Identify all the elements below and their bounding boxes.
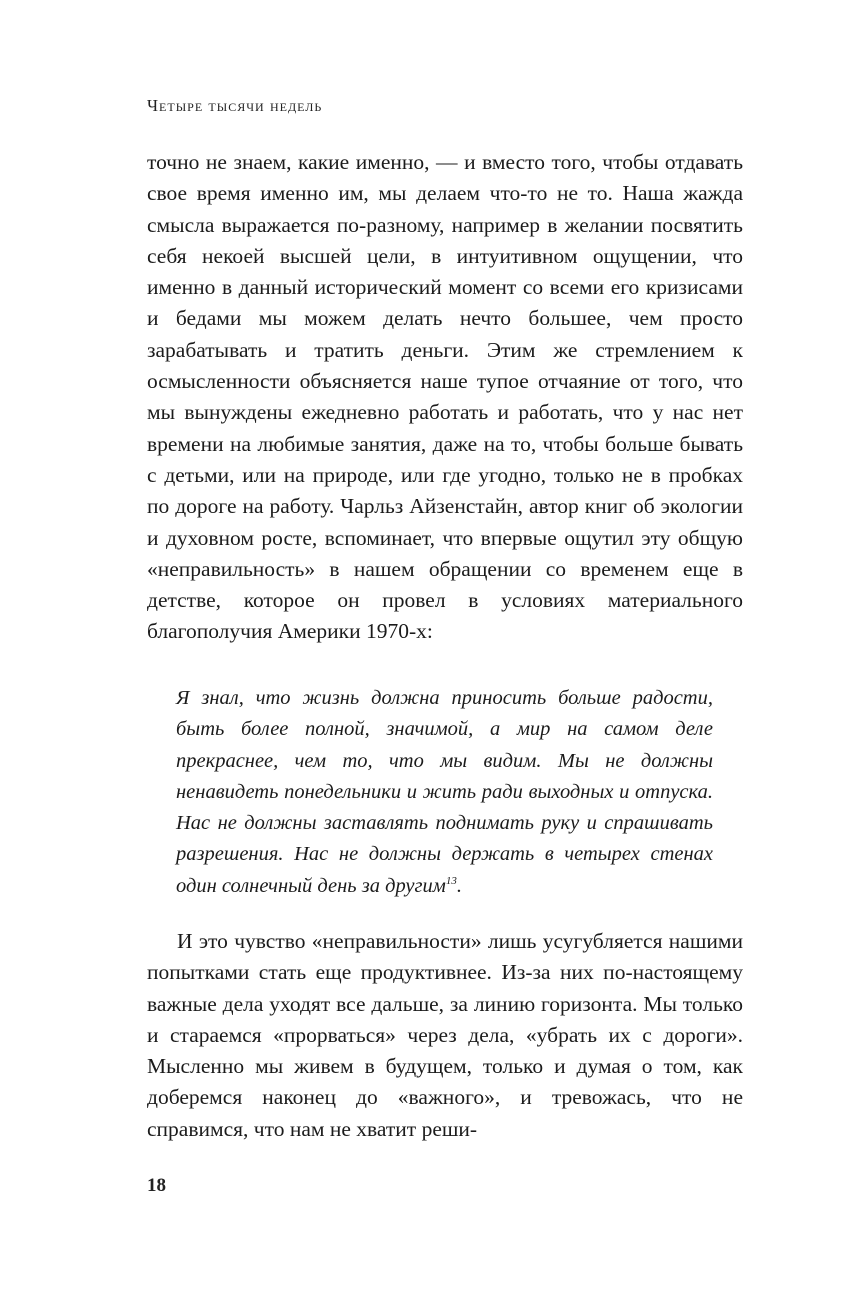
footnote-reference[interactable]: 13 — [445, 874, 457, 887]
paragraph-2: И это чувство «неправильности» лишь усугубляется нашими попытками стать еще продуктивнее. Из-за них по-настоящему важные дела уходят все дальше, за линию горизонта. Мы только и стараемся «прорваться» через дела, «убрать их с дороги». Мысленно мы живем в будущем, только и думая о том, как доберемся наконец до «важного», и тревожась, что не справимся, что нам не хватит реши- — [147, 929, 743, 1141]
running-head-title: Четыре тысячи недель — [147, 96, 323, 115]
paragraph-1: точно не знаем, какие именно, — и вместо того, чтобы отдавать свое время именно им, мы делаем что-то не то. Наша жажда смысла выражается по-разному, например в желании посвятить себя некоей высшей цели, в интуитивном ощущении, что именно в данный исторический момент со всеми его кризисами и бедами мы можем делать нечто большее, чем просто зарабатывать и тратить деньги. Этим же стремлением к осмысленности объясняется наше тупое отчаяние от того, что мы вынуждены ежедневно работать и работать, что у нас нет времени на любимые занятия, даже на то, чтобы больше бывать с детьми, или на природе, или где угодно, только не в пробках по дороге на работу. Чарльз Айзенстайн, автор книг об экологии и духовном росте, вспоминает, что впервые ощутил эту общую «неправильность» в нашем обращении со временем еще в детстве, которое он провел в условиях материального благополучия Америки 1970-х: — [147, 150, 743, 644]
quote-text: Я знал, что жизнь должна приносить больше радости, быть более полной, значимой, а мир на самом деле прекраснее, чем то, что мы видим. Мы не должны ненавидеть понедельники и жить ради выходных и отпуска. Нас не должны заставлять поднимать руку и спрашивать разрешения. Нас не должны держать в четырех стенах один солнечный день за другим — [176, 687, 713, 897]
page-number: 18 — [147, 1175, 166, 1196]
block-quote — [176, 683, 713, 902]
quote-end-punctuation: . — [456, 874, 462, 897]
